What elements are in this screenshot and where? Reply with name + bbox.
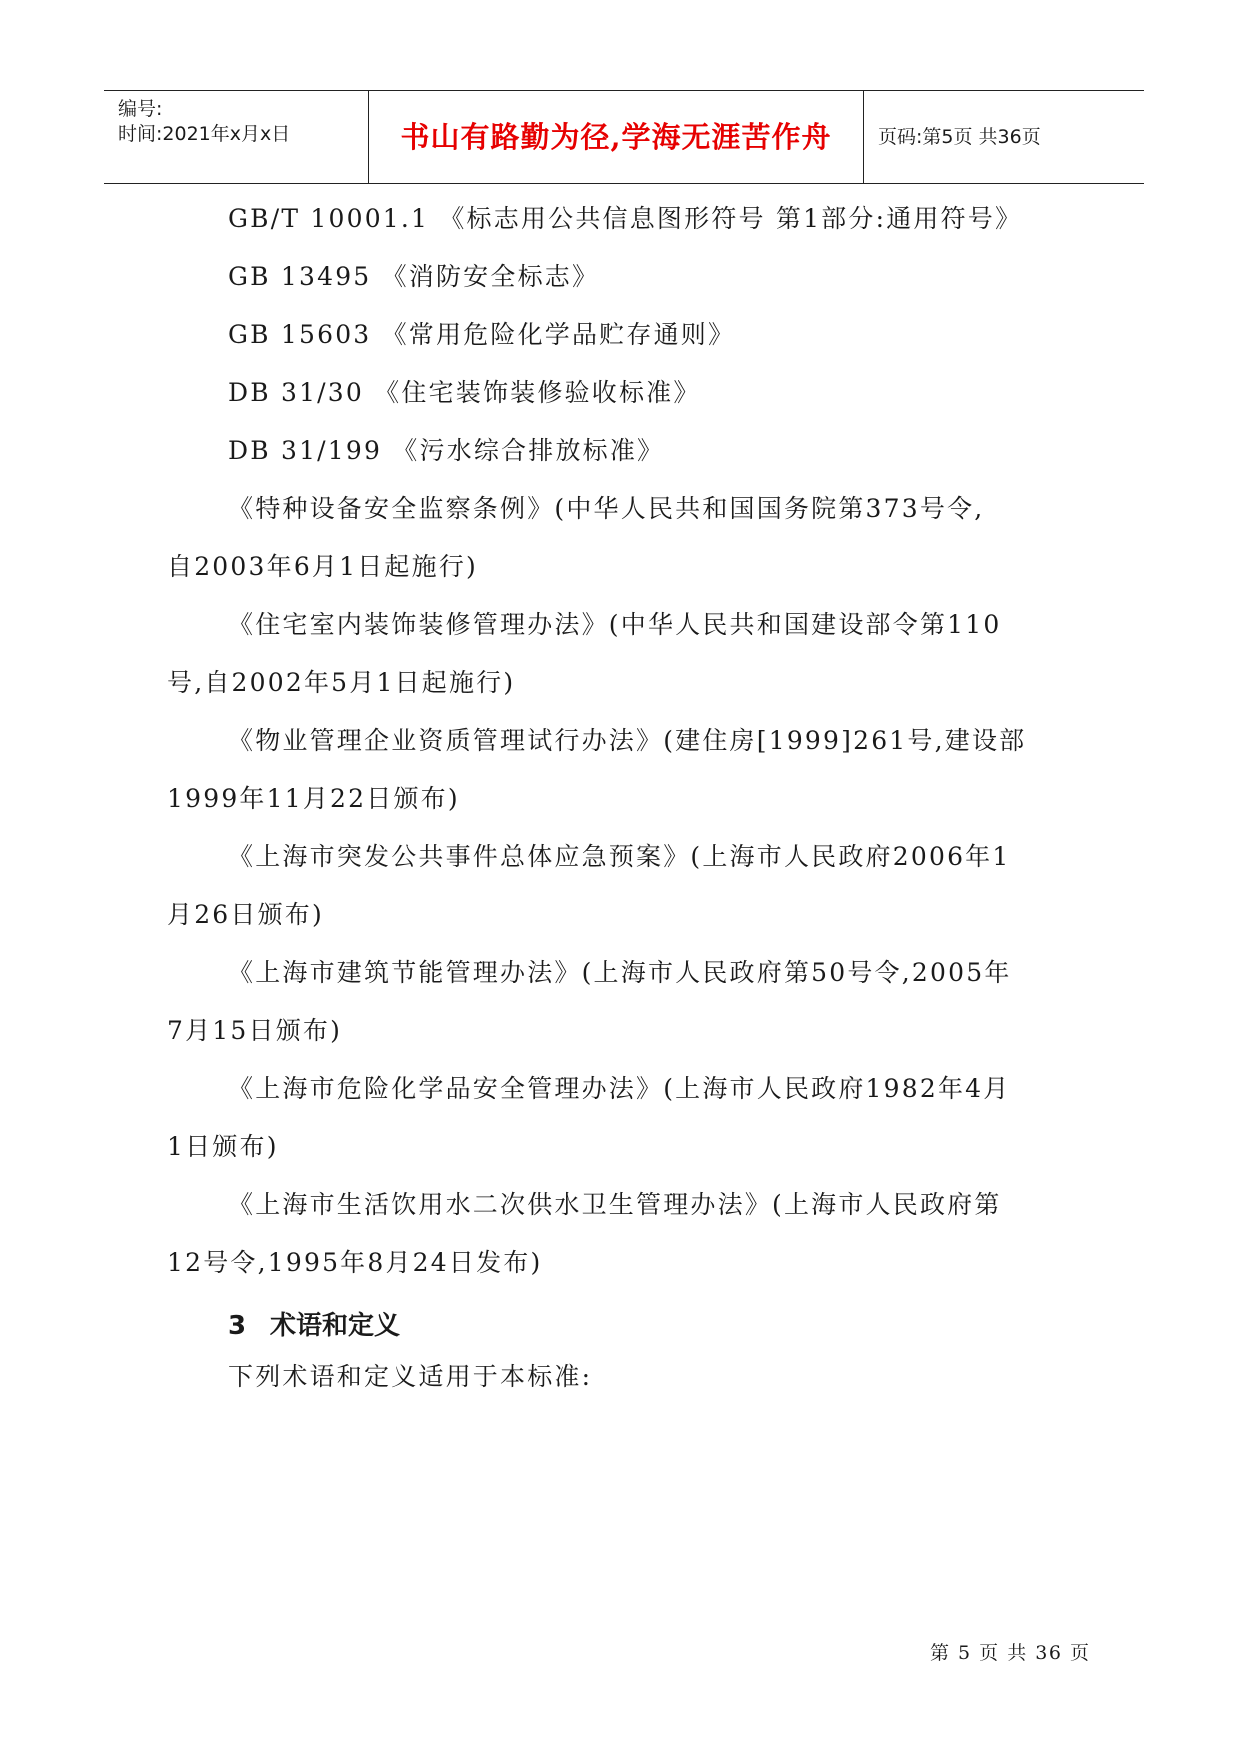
reference-line: 《上海市突发公共事件总体应急预案》(上海市人民政府2006年1 — [228, 842, 1011, 871]
reference-line: 1日颁布) — [167, 1132, 279, 1161]
reference-line: 《上海市生活饮用水二次供水卫生管理办法》(上海市人民政府第 — [228, 1190, 1002, 1219]
doc-number-label: 编号: — [118, 98, 163, 120]
header-meta — [104, 91, 369, 183]
reference-line: 月26日颁布) — [167, 900, 324, 929]
reference-line: 《上海市危险化学品安全管理办法》(上海市人民政府1982年4月 — [228, 1074, 1011, 1103]
section-title: 术语和定义 — [270, 1311, 401, 1341]
reference-line: GB 13495 《消防安全标志》 — [228, 262, 600, 291]
section-intro: 下列术语和定义适用于本标准: — [228, 1362, 593, 1391]
page-header — [104, 90, 1144, 184]
reference-line: DB 31/30 《住宅装饰装修验收标准》 — [228, 378, 701, 407]
reference-line: 7月15日颁布) — [167, 1016, 343, 1045]
reference-line: 《特种设备安全监察条例》(中华人民共和国国务院第373号令, — [228, 494, 985, 523]
page-footer: 第 5 页 共 36 页 — [930, 1642, 1091, 1664]
reference-line: GB 15603 《常用危险化学品贮存通则》 — [228, 320, 736, 349]
reference-line: 1999年11月22日颁布) — [167, 784, 460, 813]
header-motto: 书山有路勤为径,学海无涯苦作舟 — [369, 91, 864, 183]
doc-time-label: 时间:2021年x月x日 — [118, 123, 291, 145]
header-page-info: 页码:第5页 共36页 — [878, 126, 1041, 148]
reference-line: 《物业管理企业资质管理试行办法》(建住房[1999]261号,建设部 — [228, 726, 1027, 755]
reference-line: 自2003年6月1日起施行) — [167, 552, 478, 581]
section-heading — [228, 1305, 400, 1342]
reference-line: DB 31/199 《污水综合排放标准》 — [228, 436, 665, 465]
section-number: 3 — [228, 1311, 247, 1341]
reference-line: 号,自2002年5月1日起施行) — [167, 668, 516, 697]
reference-line: 12号令,1995年8月24日发布) — [167, 1248, 543, 1277]
reference-line: 《上海市建筑节能管理办法》(上海市人民政府第50号令,2005年 — [228, 958, 1012, 987]
reference-line: 《住宅室内装饰装修管理办法》(中华人民共和国建设部令第110 — [228, 610, 1002, 639]
reference-line: GB/T 10001.1 《标志用公共信息图形符号 第1部分:通用符号》 — [228, 204, 1023, 233]
